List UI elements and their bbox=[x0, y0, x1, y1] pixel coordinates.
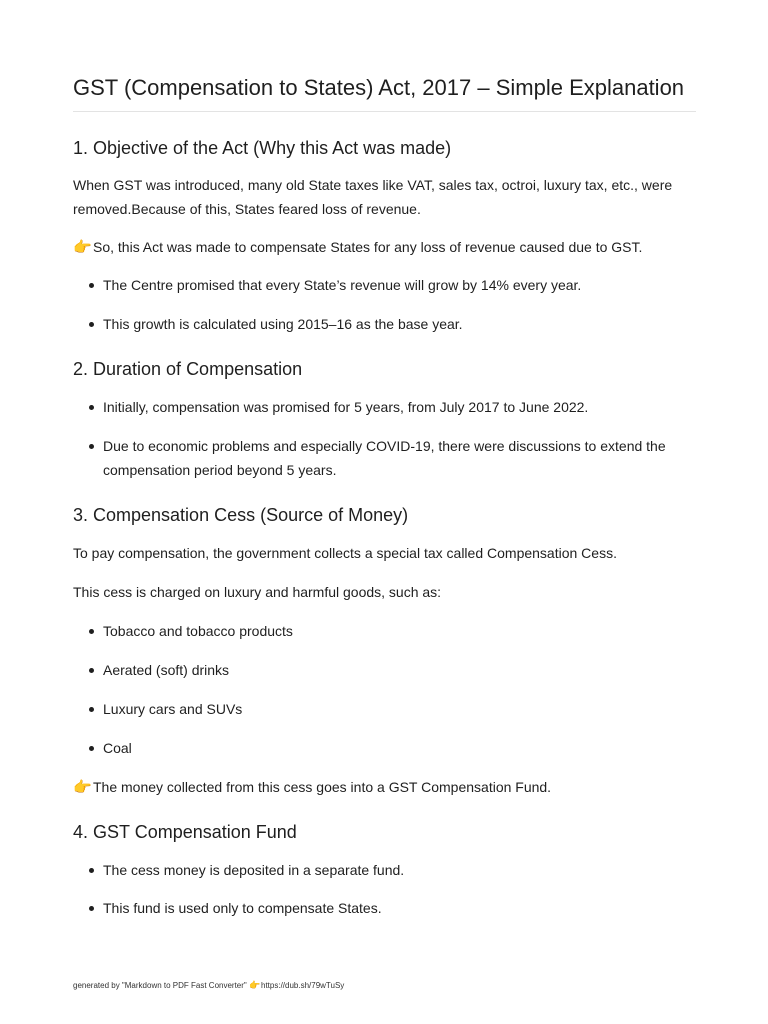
bullet-list bbox=[73, 858, 696, 920]
list-item: Aerated (soft) drinks bbox=[73, 658, 696, 682]
paragraph: To pay compensation, the government collects a special tax called Compensation Cess. bbox=[73, 545, 617, 561]
list-item: This fund is used only to compensate States. bbox=[73, 896, 696, 920]
list-item: Luxury cars and SUVs bbox=[73, 697, 696, 721]
footer-text: generated by "Markdown to PDF Fast Converter" bbox=[73, 981, 247, 990]
page-title: GST (Compensation to States) Act, 2017 – Simple Explanation bbox=[73, 74, 696, 112]
list-item: The cess money is deposited in a separate fund. bbox=[73, 858, 696, 882]
pointing-hand-icon: 👉 bbox=[249, 980, 261, 990]
paragraph-text: The money collected from this cess goes into a GST Compensation Fund. bbox=[93, 779, 552, 795]
footer-link[interactable]: https://dub.sh/79wTuSy bbox=[261, 981, 345, 990]
pointer-paragraph bbox=[73, 235, 696, 259]
pointer-paragraph bbox=[73, 775, 696, 799]
list-item: Tobacco and tobacco products bbox=[73, 619, 696, 643]
document-page bbox=[73, 74, 696, 920]
paragraph-text: So, this Act was made to compensate States for any loss of revenue caused due to GST. bbox=[93, 239, 643, 255]
section-heading-objective: 1. Objective of the Act (Why this Act was made) bbox=[73, 138, 452, 158]
page-footer bbox=[73, 975, 344, 995]
bullet-list bbox=[73, 273, 696, 336]
pointing-hand-icon: 👉 bbox=[73, 779, 92, 796]
list-item: Coal bbox=[73, 736, 696, 760]
bullet-list bbox=[73, 395, 696, 482]
pointing-hand-icon: 👉 bbox=[73, 239, 92, 256]
section-heading-cess: 3. Compensation Cess (Source of Money) bbox=[73, 505, 409, 525]
list-item: Initially, compensation was promised for 5 years, from July 2017 to June 2022. bbox=[73, 395, 696, 419]
list-item: Due to economic problems and especially COVID-19, there were discussions to extend the compensation period beyond 5 years. bbox=[73, 434, 696, 482]
list-item: The Centre promised that every State’s revenue will grow by 14% every year. bbox=[73, 273, 696, 297]
paragraph: When GST was introduced, many old State taxes like VAT, sales tax, octroi, luxury tax, etc., were removed.Because of this, States feared loss of revenue. bbox=[73, 177, 673, 217]
list-item: This growth is calculated using 2015–16 as the base year. bbox=[73, 312, 696, 336]
section-heading-duration: 2. Duration of Compensation bbox=[73, 359, 303, 379]
paragraph: This cess is charged on luxury and harmful goods, such as: bbox=[73, 584, 442, 600]
bullet-list bbox=[73, 619, 696, 760]
section-heading-fund: 4. GST Compensation Fund bbox=[73, 822, 297, 842]
